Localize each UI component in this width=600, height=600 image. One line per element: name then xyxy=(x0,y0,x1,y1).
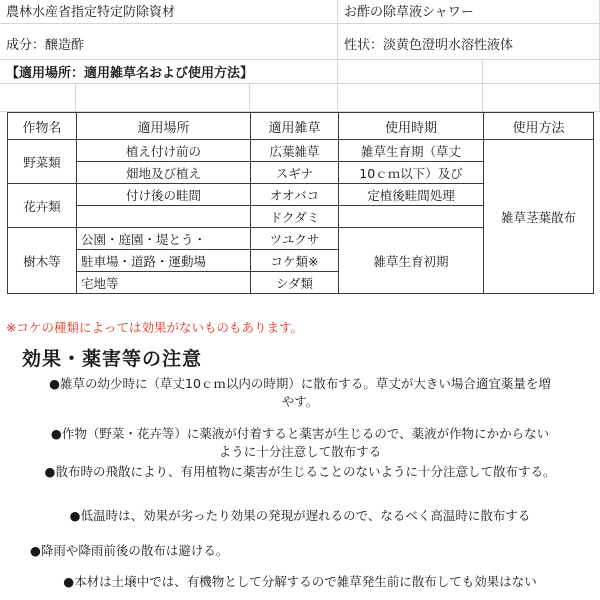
column-header: 作物名 xyxy=(8,113,77,140)
grid-cell xyxy=(76,84,250,112)
grid-cell xyxy=(483,60,600,84)
place-cell: 宅地等 xyxy=(77,272,251,294)
place-cell: 畑地及び植え xyxy=(77,162,251,184)
weed-cell: 広葉雑草 xyxy=(251,140,339,162)
caution-item xyxy=(8,542,592,560)
timing-cell xyxy=(339,206,484,228)
weed-cell: ツユクサ xyxy=(251,228,339,250)
property-label: 性状：淡黄色澄明水溶性液体 xyxy=(344,38,514,53)
grid-cell xyxy=(338,60,483,84)
grid-cell xyxy=(338,84,483,112)
weed-cell: オオバコ xyxy=(251,184,339,206)
caution-text: ように十分注意して散布する xyxy=(218,444,382,459)
timing-cell: 雑草生育初期 xyxy=(339,228,484,294)
place-cell xyxy=(77,206,251,228)
timing-cell: 定植後畦間処理 xyxy=(339,184,484,206)
timing-cell: 雑草生育期（草丈 xyxy=(339,140,484,162)
grid-cell xyxy=(0,84,76,112)
weed-cell: ドクダミ xyxy=(251,206,339,228)
grid-cell xyxy=(483,84,600,112)
weed-cell: スギナ xyxy=(251,162,339,184)
caution-text: ●低温時は、効果が劣ったり効果の発現が遅れるので、なるべく高温時に散布する xyxy=(69,508,531,523)
caution-text: ●本材は土壌中では、有機物として分解するので雑草発生前に散布しても効果はない xyxy=(63,574,537,589)
column-header: 適用場所 xyxy=(77,113,251,140)
registration-label: 農林水産省指定特定防除資材 xyxy=(6,5,176,20)
weed-cell: コケ類※ xyxy=(251,250,339,272)
caution-item xyxy=(8,573,592,591)
place-cell: 公園・庭園・堤とう・ xyxy=(77,228,251,250)
timing-cell: 10ｃｍ以下）及び xyxy=(339,162,484,184)
table-row xyxy=(8,140,594,162)
column-header: 使用時期 xyxy=(339,113,484,140)
column-header: 適用雑草 xyxy=(251,113,339,140)
table-header-row xyxy=(8,113,594,140)
caution-text: ●作物（野菜・花卉等）に薬液が付着すると薬害が生じるので、薬液が作物にかからない xyxy=(50,426,550,441)
caution-item xyxy=(8,425,592,461)
caution-item xyxy=(8,507,592,525)
crop-cell: 樹木等 xyxy=(8,228,77,294)
method-cell: 雑草茎葉散布 xyxy=(484,140,594,294)
grid-cell xyxy=(250,84,338,112)
caution-item xyxy=(8,463,592,481)
column-header: 使用方法 xyxy=(484,113,594,140)
caution-text: やす。 xyxy=(281,394,319,409)
caution-text: ●降雨や降雨前後の散布は避ける。 xyxy=(30,543,229,558)
place-cell: 植え付け前の xyxy=(77,140,251,162)
section-heading: 【適用場所：適用雑草名および使用方法】 xyxy=(6,66,254,81)
crop-cell: 野菜類 xyxy=(8,140,77,184)
caution-text: ●雑草の幼少時に（草丈10ｃｍ以内の時期）に散布する。草丈が大きい場合適宜薬量を増 xyxy=(49,376,551,391)
weed-cell: シダ類 xyxy=(251,272,339,294)
ingredient-label: 成分：醸造酢 xyxy=(6,38,85,53)
application-table xyxy=(7,112,594,294)
product-name: お酢の除草液シャワー xyxy=(344,5,474,20)
place-cell: 駐車場・道路・運動場 xyxy=(77,250,251,272)
footnote: ※コケの種類によっては効果がないものもあります。 xyxy=(6,320,303,335)
caution-item xyxy=(8,375,592,411)
place-cell: 付け後の畦間 xyxy=(77,184,251,206)
caution-text: ●散布時の飛散により、有用植物に薬害が生じることのないように十分注意して散布する。 xyxy=(44,464,556,479)
crop-cell: 花卉類 xyxy=(8,184,77,228)
caution-title: 効果・薬害等の注意 xyxy=(22,348,203,370)
